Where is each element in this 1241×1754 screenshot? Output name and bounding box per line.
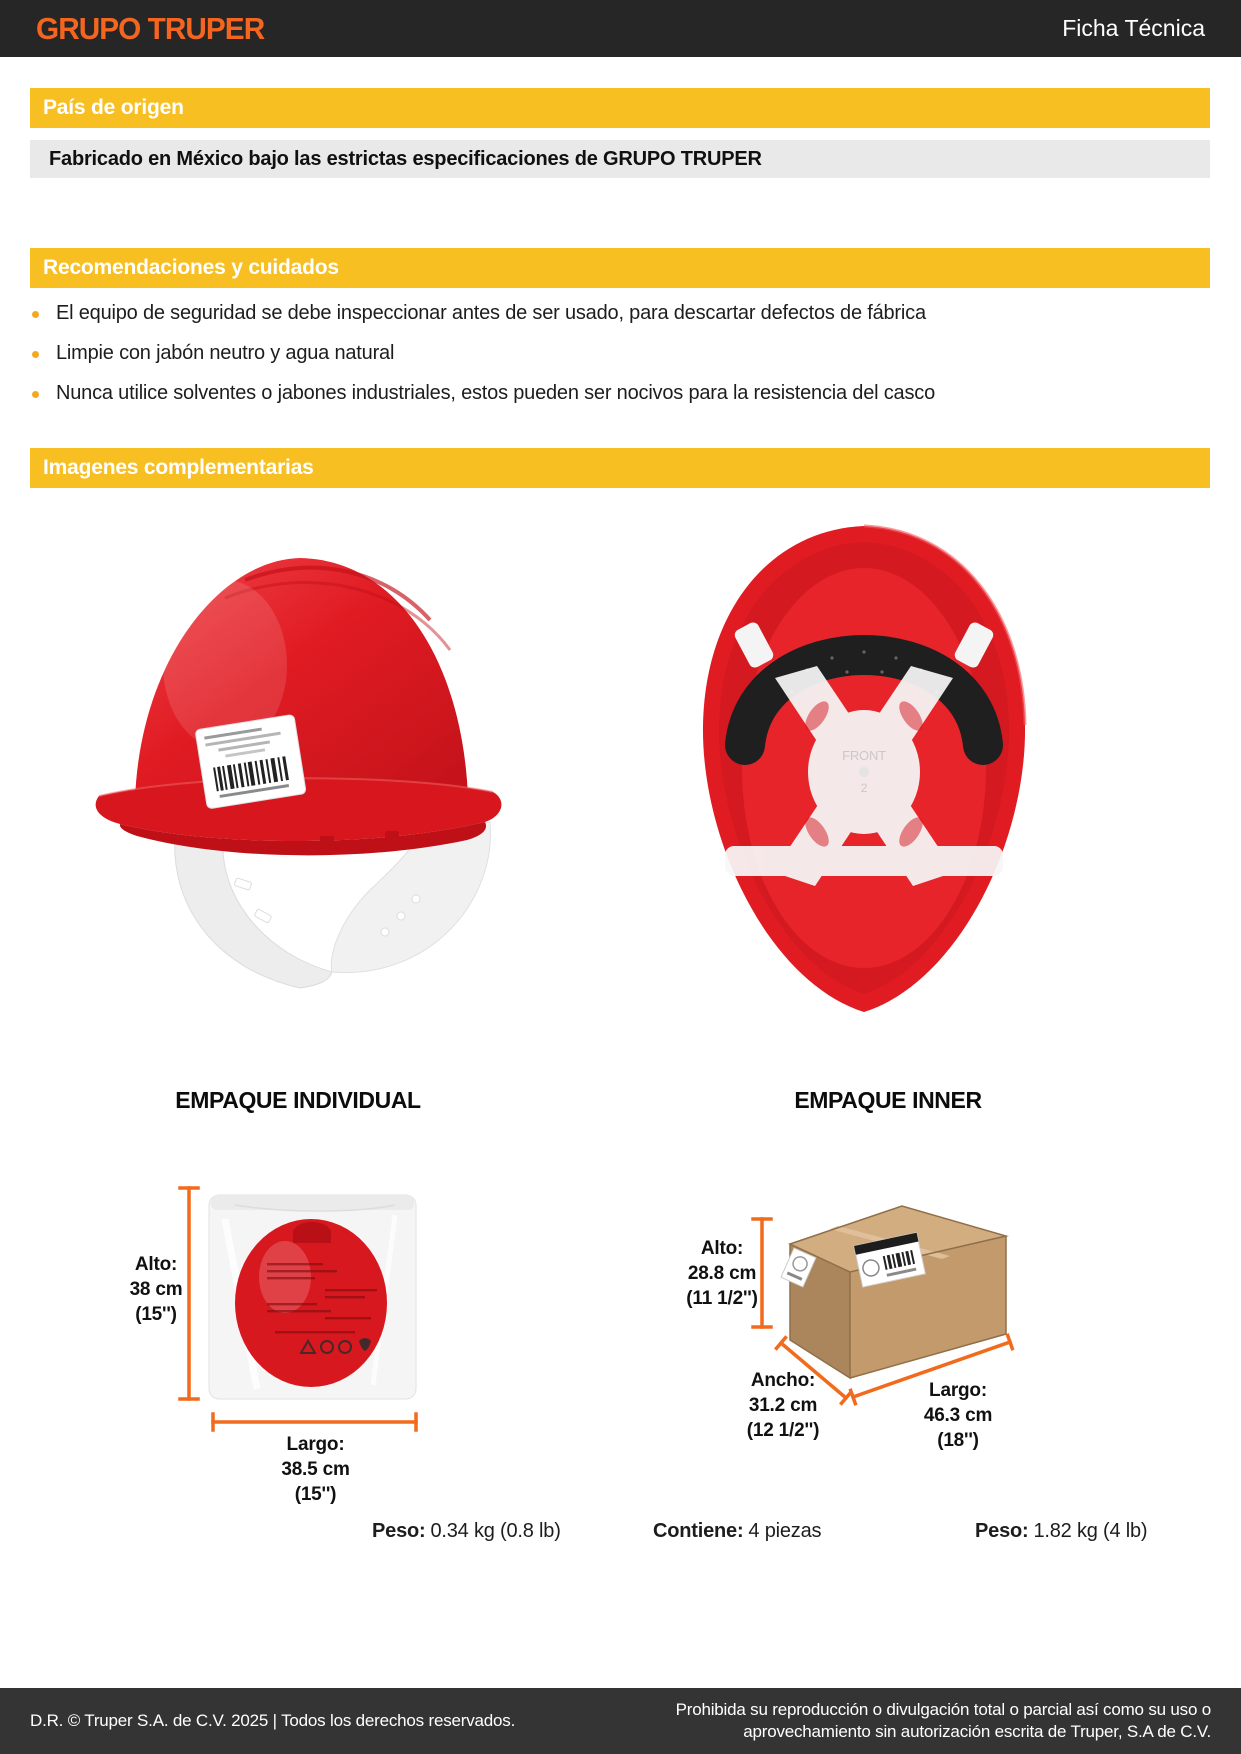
dim-title: Alto: bbox=[134, 1254, 178, 1275]
bullet-icon bbox=[32, 351, 39, 358]
list-item bbox=[30, 382, 1210, 405]
bullet-icon bbox=[32, 311, 39, 318]
stat-label: Peso: bbox=[372, 1520, 426, 1542]
dim-value: 38 cm bbox=[129, 1279, 183, 1300]
dim-title: Ancho: bbox=[750, 1370, 816, 1391]
bullet-text: El equipo de seguridad se debe inspeccionar antes de ser usado, para descartar defectos de fábrica bbox=[56, 302, 926, 324]
stat-label: Peso: bbox=[975, 1520, 1029, 1542]
empaque-individual-heading: EMPAQUE INDIVIDUAL bbox=[175, 1087, 421, 1113]
dim-alto-inner bbox=[672, 1236, 772, 1311]
suspension-strap-left bbox=[175, 835, 332, 988]
legal-text bbox=[676, 1699, 1211, 1743]
dim-inches: (11 1/2'') bbox=[686, 1288, 758, 1309]
individual-bag-photo bbox=[205, 1185, 420, 1405]
dim-largo-inner bbox=[883, 1378, 1033, 1453]
stat-peso-individual bbox=[372, 1520, 561, 1543]
grupo-truper-logo: GRUPO TRUPER bbox=[36, 10, 265, 46]
front-marking-number: 2 bbox=[860, 781, 868, 795]
stat-peso-inner bbox=[975, 1520, 1147, 1543]
legal-text-line1: Prohibida su reproducción o divulgación total o parcial así como su uso o bbox=[675, 1700, 1211, 1719]
dim-inches: (15'') bbox=[135, 1304, 177, 1325]
dim-value: 31.2 cm bbox=[748, 1395, 818, 1416]
dim-largo-individual bbox=[213, 1432, 418, 1507]
empaque-inner-heading: EMPAQUE INNER bbox=[794, 1087, 982, 1113]
dim-value: 46.3 cm bbox=[923, 1405, 993, 1426]
origin-statement-text: Fabricado en México bajo las estrictas especificaciones de GRUPO TRUPER bbox=[49, 147, 762, 170]
section-title-origin: País de origen bbox=[43, 96, 184, 119]
copyright-text: D.R. © Truper S.A. de C.V. 2025 | Todos los derechos reservados. bbox=[30, 1711, 516, 1730]
bullet-text: Nunca utilice solventes o jabones industriales, estos pueden ser nocivos para la resistencia del casco bbox=[56, 382, 935, 404]
stat-label: Contiene: bbox=[653, 1520, 744, 1542]
footer-bar bbox=[0, 1688, 1241, 1754]
dim-inches: (18'') bbox=[937, 1430, 979, 1451]
document-type-label: Ficha Técnica bbox=[1062, 15, 1205, 41]
dim-value: 28.8 cm bbox=[687, 1263, 757, 1284]
stat-contiene-inner bbox=[653, 1520, 821, 1543]
helmet-side-photo bbox=[85, 540, 505, 1000]
origin-statement bbox=[30, 140, 1210, 178]
dim-ancho-inner bbox=[708, 1368, 858, 1443]
helmet-inside-photo bbox=[697, 520, 1031, 1018]
dim-value: 38.5 cm bbox=[281, 1459, 350, 1480]
bullet-icon bbox=[32, 391, 39, 398]
dim-alto-individual bbox=[116, 1252, 196, 1327]
dim-title: Largo: bbox=[286, 1434, 345, 1455]
dim-inches: (12 1/2'') bbox=[746, 1420, 820, 1441]
largo-dimension-line-individual bbox=[209, 1412, 420, 1432]
dim-inches: (15'') bbox=[294, 1484, 337, 1505]
front-marking-text: FRONT bbox=[842, 748, 886, 763]
stat-value: 4 piezas bbox=[748, 1520, 822, 1542]
stat-value: 1.82 kg (4 lb) bbox=[1033, 1520, 1148, 1542]
legal-text-line2: aprovechamiento sin autorización escrita de Truper, S.A de C.V. bbox=[743, 1722, 1211, 1741]
product-label bbox=[195, 714, 306, 809]
care-bullet-list bbox=[30, 302, 1210, 422]
list-item bbox=[30, 302, 1210, 325]
section-title-care: Recomendaciones y cuidados bbox=[43, 256, 339, 279]
dim-title: Alto: bbox=[700, 1238, 744, 1259]
stat-value: 0.34 kg (0.8 lb) bbox=[430, 1520, 561, 1542]
section-banner-origin bbox=[30, 88, 1210, 128]
list-item bbox=[30, 342, 1210, 365]
bullet-text: Limpie con jabón neutro y agua natural bbox=[56, 342, 395, 364]
section-title-images: Imagenes complementarias bbox=[43, 456, 314, 479]
section-banner-care bbox=[30, 248, 1210, 288]
section-banner-images bbox=[30, 448, 1210, 488]
header-bar bbox=[0, 0, 1241, 57]
dim-title: Largo: bbox=[929, 1380, 987, 1401]
